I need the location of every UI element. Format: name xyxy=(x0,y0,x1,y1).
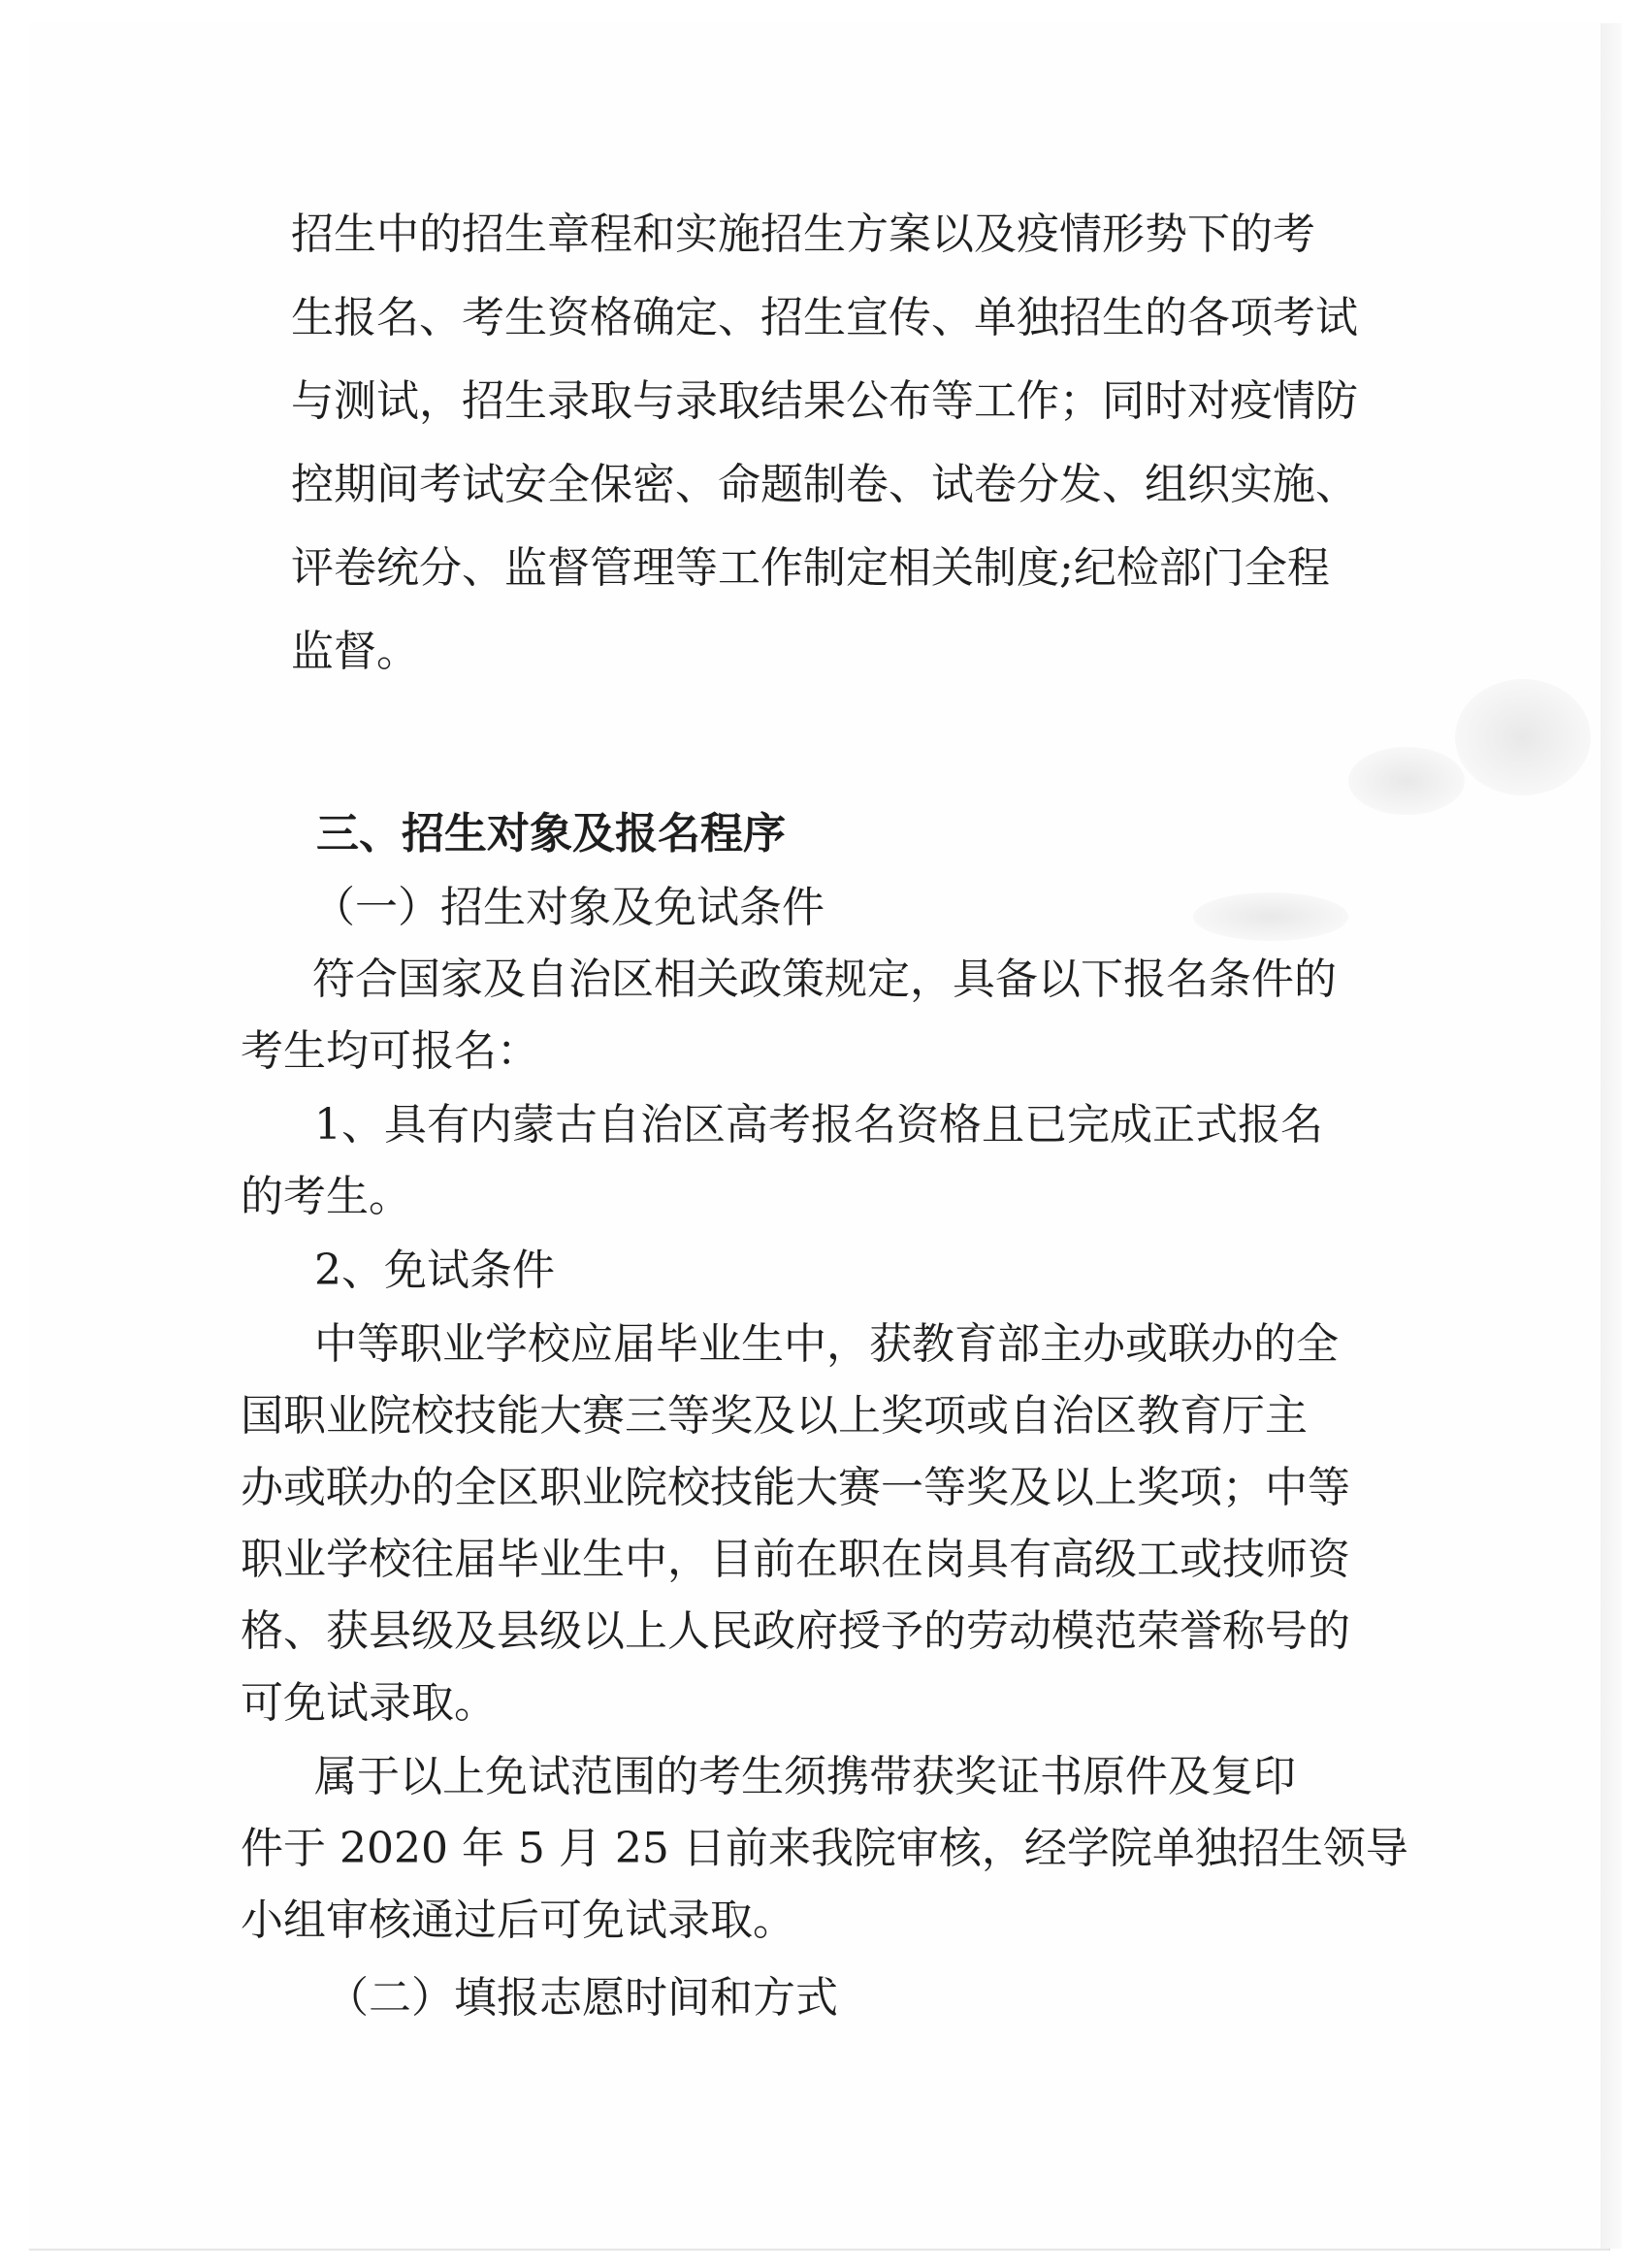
list-item-title: 2、免试条件 xyxy=(314,1246,555,1295)
body-line: 生报名、考生资格确定、招生宣传、单独招生的各项考试 xyxy=(291,293,1358,342)
body-line: 符合国家及自治区相关政策规定，具备以下报名条件的 xyxy=(312,955,1337,1004)
body-line: 件于 2020 年 5 月 25 日前来我院审核，经学院单独招生领导 xyxy=(241,1824,1408,1873)
list-item: 1、具有内蒙古自治区高考报名资格且已完成正式报名 xyxy=(314,1100,1323,1150)
list-item: 的考生。 xyxy=(241,1172,411,1221)
body-line: 评卷统分、监督管理等工作制定相关制度;纪检部门全程 xyxy=(291,543,1330,593)
body-line: 控期间考试安全保密、命题制卷、试卷分发、组织实施、 xyxy=(291,460,1358,509)
body-line: 可免试录取。 xyxy=(241,1678,497,1728)
subsection-heading: （二）填报志愿时间和方式 xyxy=(326,1973,838,2023)
body-line: 招生中的招生章程和实施招生方案以及疫情形势下的考 xyxy=(291,210,1315,259)
body-line: 国职业院校技能大赛三等奖及以上奖项或自治区教育厅主 xyxy=(241,1391,1308,1441)
scan-edge-shadow xyxy=(1600,23,1622,2249)
body-line: 中等职业学校应届毕业生中，获教育部主办或联办的全 xyxy=(314,1319,1339,1369)
body-line: 格、获县级及县级以上人民政府授予的劳动模范荣誉称号的 xyxy=(241,1606,1350,1656)
body-line: 办或联办的全区职业院校技能大赛一等奖及以上奖项；中等 xyxy=(241,1463,1350,1512)
body-line: 职业学校往届毕业生中，目前在职在岗具有高级工或技师资 xyxy=(241,1535,1350,1584)
section-heading: 三、招生对象及报名程序 xyxy=(316,809,786,859)
body-line: 与测试，招生录取与录取结果公布等工作；同时对疫情防 xyxy=(291,376,1358,426)
scan-smudge xyxy=(1193,892,1348,941)
body-line: 属于以上免试范围的考生须携带获奖证书原件及复印 xyxy=(314,1752,1296,1801)
subsection-heading: （一）招生对象及免试条件 xyxy=(312,883,824,932)
scan-smudge xyxy=(1348,747,1465,815)
body-line: 小组审核通过后可免试录取。 xyxy=(241,1895,795,1945)
body-line: 考生均可报名： xyxy=(241,1026,539,1076)
scan-smudge xyxy=(1455,679,1591,795)
body-line: 监督。 xyxy=(291,627,419,676)
